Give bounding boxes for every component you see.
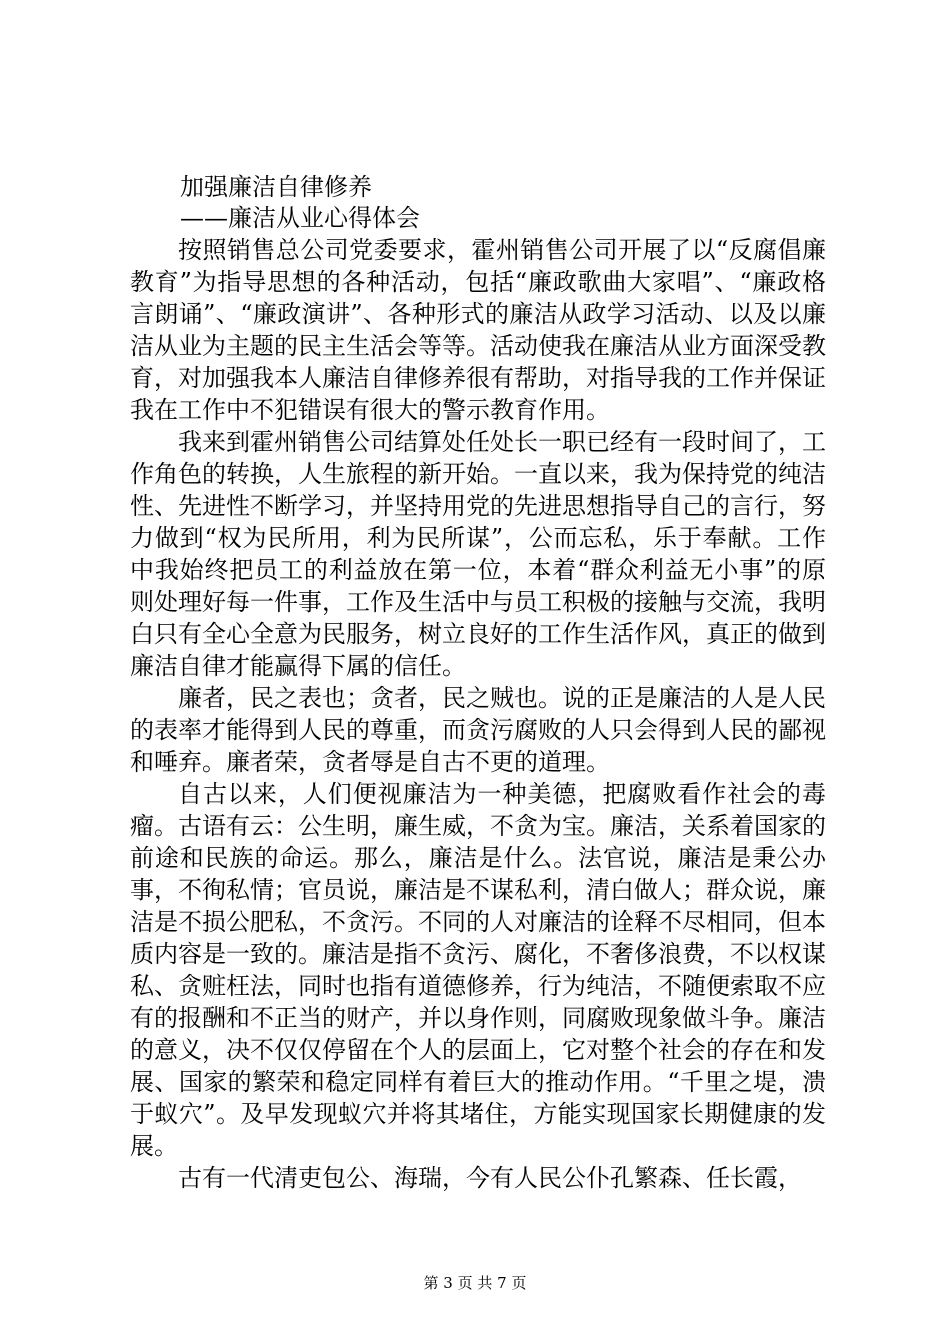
- paragraph-5: 古有一代清吏包公、海瑞，今有人民公仆孔繁森、任长霞，: [178, 1164, 802, 1192]
- paragraph-2: 我来到霍州销售公司结算处任处长一职已经有一段时间了，工作角色的转换，人生旅程的新开始。一直以来，我为保持党的纯洁性、先进性不断学习，并坚持用党的先进思想指导自己的言行，努力做到“权为民所用，利为民所谋”，公而忘私，乐于奉献。工作中我始终把员工的利益放在第一位，本着“群众利益无小事”的原则处理好每一件事，工作及生活中与员工积极的接触与交流，我明白只有全心全意为民服务，树立良好的工作生活作风，真正的做到廉洁自律才能赢得下属的信任。: [130, 428, 826, 680]
- document-title: 加强廉洁自律修养: [180, 173, 372, 201]
- page-footer: 第 3 页 共 7 页: [423, 1274, 527, 1292]
- document-subtitle: ——廉洁从业心得体会: [180, 204, 420, 232]
- document-body: [130, 172, 826, 1194]
- paragraph-3: 廉者，民之表也；贪者，民之贼也。说的正是廉洁的人是人民的表率才能得到人民的尊重，而贪污腐败的人只会得到人民的鄙视和唾弃。廉者荣，贪者辱是自古不更的道理。: [130, 684, 826, 776]
- paragraph-1: 按照销售总公司党委要求，霍州销售公司开展了以“反腐倡廉教育”为指导思想的各种活动，包括“廉政歌曲大家唱”、“廉政格言朗诵”、“廉政演讲”、各种形式的廉洁从政学习活动、以及以廉洁从业为主题的民主生活会等等。活动使我在廉洁从业方面深受教育，对加强我本人廉洁自律修养很有帮助，对指导我的工作并保证我在工作中不犯错误有很大的警示教育作用。: [130, 236, 826, 424]
- paragraph-4: 自古以来，人们便视廉洁为一种美德，把腐败看作社会的毒瘤。古语有云：公生明，廉生威，不贪为宝。廉洁，关系着国家的前途和民族的命运。那么，廉洁是什么。法官说，廉洁是秉公办事，不徇私情；官员说，廉洁是不谋私利，清白做人；群众说，廉洁是不损公肥私，不贪污。不同的人对廉洁的诠释不尽相同，但本质内容是一致的。廉洁是指不贪污、腐化，不奢侈浪费，不以权谋私、贪赃枉法，同时也指有道德修养，行为纯洁，不随便索取不应有的报酬和不正当的财产，并以身作则，同腐败现象做斗争。廉洁的意义，决不仅仅停留在个人的层面上，它对整个社会的存在和发展、国家的繁荣和稳定同样有着巨大的推动作用。“千里之堤，溃于蚁穴”。及早发现蚁穴并将其堵住，方能实现国家长期健康的发展。: [130, 780, 826, 1160]
